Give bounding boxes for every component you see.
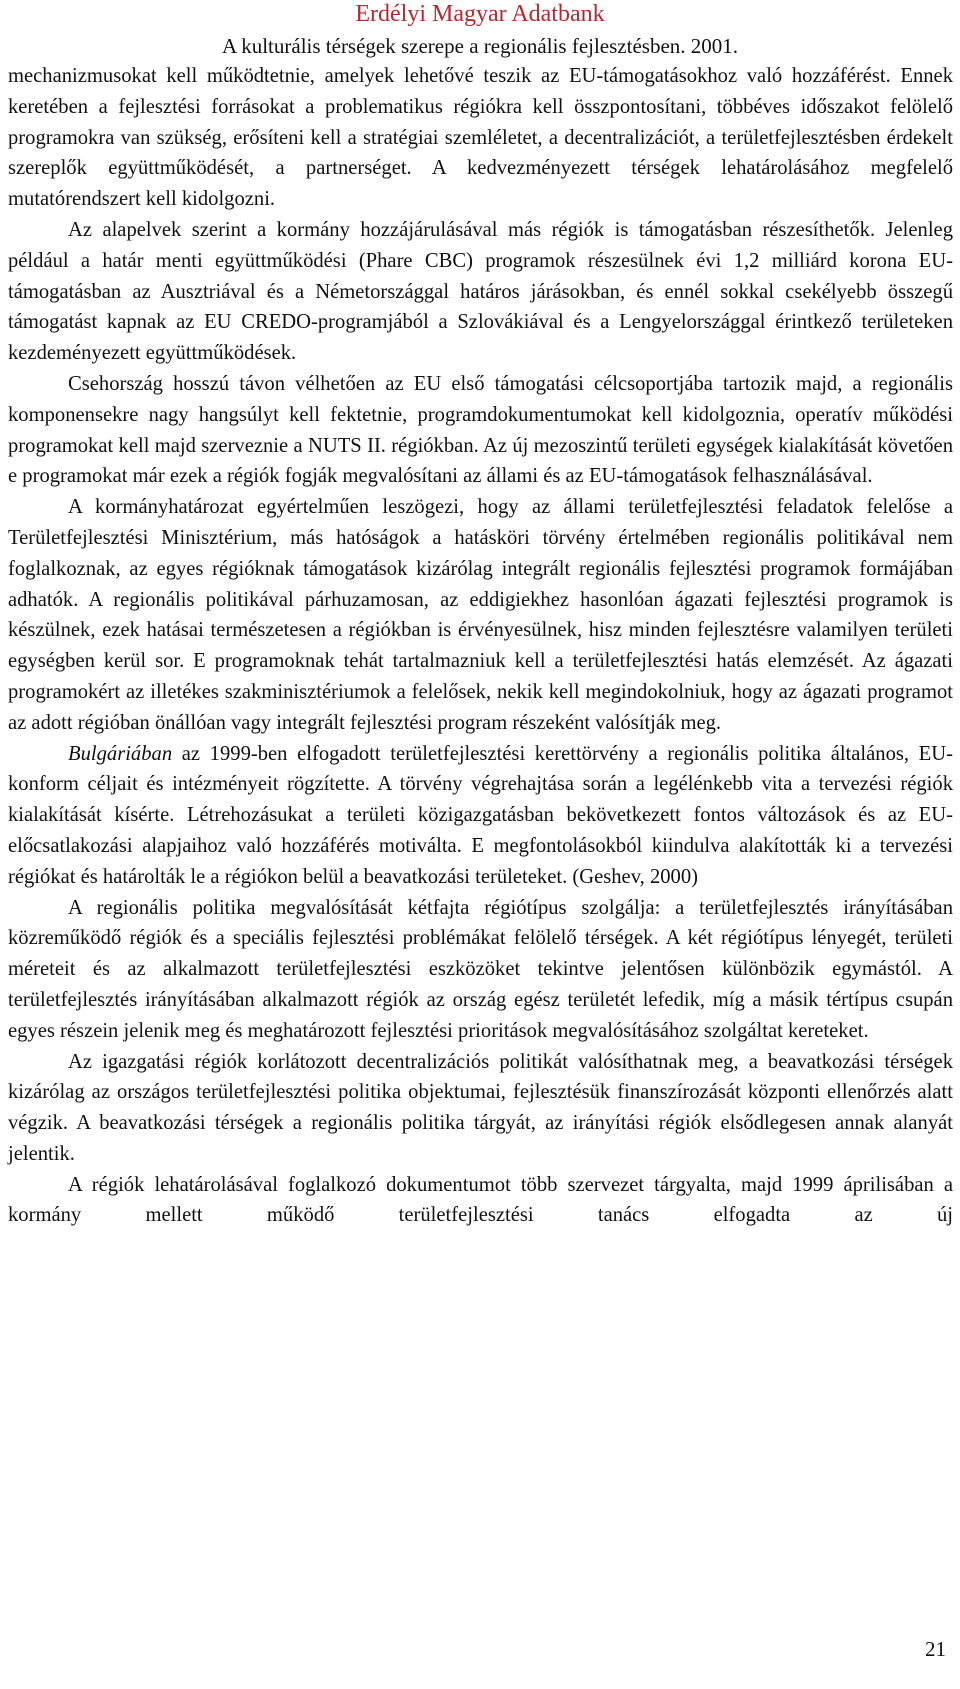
page-number: 21 <box>925 1637 946 1661</box>
paragraph-3: Csehország hosszú távon vélhetően az EU első támogatási célcsoportjába tartozik majd, a regionális komponensekre nagy hangsúlyt kell fektetnie, programdokumentumokat kell kidolgoznia, operatív működési programokat kell majd szerveznie a NUTS II. régiókban. Az új mezoszintű területi egységek kialakítását követően e programokat már ezek a régiók fogják megvalósítani az állami és az EU-támogatások felhasználásával. <box>8 372 953 488</box>
paragraph-6: A regionális politika megvalósítását kétfajta régiótípus szolgálja: a területfejlesztés irányításában közreműködő régiók és a speciális fejlesztési problémákat felölelő térségek. A két régiótípus lényegét, területi méreteit és az alkalmazott területfejlesztési eszközöket tekintve jelentősen különbözik egymástól. A területfejlesztés irányításában alkalmazott régiók az ország egész területét lefedik, míg a másik tértípus csupán egyes részein jelenik meg és meghatározott fejlesztési prioritások megvalósításához szolgáltat kereteket. <box>8 896 953 1042</box>
paragraph-5 <box>8 739 953 893</box>
paragraph-1: mechanizmusokat kell működtetnie, amelyek lehetővé teszik az EU-támogatásokhoz való hozzáférést. Ennek keretében a fejlesztési forrásokat a problematikus régiókra kell összpontosítani, többéves időszakot felölelő programokra van szükség, erősíteni kell a stratégiai szemléletet, a decentralizációt, a területfejlesztésben érdekelt szereplők együttműködését, a partnerséget. A kedvezményezett térségek lehatárolásához megfelelő mutatórendszert kell kidolgozni. <box>8 65 953 211</box>
paragraph-2: Az alapelvek szerint a kormány hozzájárulásával más régiók is támogatásban részesíthetők. Jelenleg például a határ menti együttműködési (Phare CBC) programok részesülnek évi 1,2 milliárd korona EU-támogatásban az Ausztriával és a Németországgal határos járásokban, és ennél sokkal csekélyebb összegű támogatást kapnak az EU CREDO-programjából a Szlovákiával és a Lengyelországgal érintkező területeken kezdeményezett együttműködések. <box>8 218 953 365</box>
country-name-italic: Bulgáriában <box>68 742 173 765</box>
paragraph-5-text: az 1999-ben elfogadott területfejlesztési kerettörvény a regionális politika általános, EU-konform céljait és intézményeit rögzítette. A törvény végrehajtása során a legélénkebb vita a tervezési régiók kialakítását kísérte. Létrehozásukat a területi közigazgatásban bekövetkezett fontos változások és az EU-előcsatlakozási alapjaihoz való hozzáférés motiválta. E megfontolásokból kiindulva alakították ki a tervezési régiókat és határolták le a régiókon belül a beavatkozási területeket. (Geshev, 2000) <box>8 742 953 888</box>
document-subtitle: A kulturális térségek szerepe a regionális fejlesztésben. 2001. <box>221 34 739 58</box>
paragraph-4: A kormányhatározat egyértelműen leszögezi, hogy az állami területfejlesztési feladatok felelőse a Területfejlesztési Minisztérium, más hatóságok a hatásköri törvény értelmében regionális politikával nem foglalkoznak, az egyes régióknak támogatások kizárólag integrált regionális fejlesztési programok formájában adhatók. A regionális politikával párhuzamosan, az eddigiekhez hasonlóan ágazati fejlesztési programok is készülnek, ezek hatásai természetesen a régiókban is érvényesülnek, hisz minden fejlesztésre valamilyen területi egységben kerül sor. E programoknak tehát tartalmazniuk kell a területfejlesztési hatás elemzését. Az ágazati programokért az illetékes szakminisztériumok a felelősek, nekik kell megindokolniuk, hogy az ágazati programot az adott régióban önállóan vagy integrált fejlesztési program részeként valósítják meg. <box>8 496 953 734</box>
site-title: Erdélyi Magyar Adatbank <box>355 1 605 27</box>
paragraph-7: Az igazgatási régiók korlátozott decentralizációs politikát valósíthatnak meg, a beavatkozási térségek kizárólag az országos területfejlesztési politika objektumai, fejlesztésük finanszírozását központi ellenőrzés alatt végzik. A beavatkozási térségek a regionális politika tárgyát, az irányítási régiók elsődlegesen annak alanyát jelentik. <box>8 1050 953 1165</box>
document-body <box>8 61 953 1231</box>
paragraph-8: A régiók lehatárolásával foglalkozó dokumentumot több szervezet tárgyalta, majd 1999 áprilisában a kormány mellett működő területfejlesztési tanács elfogadta az új <box>8 1173 953 1227</box>
